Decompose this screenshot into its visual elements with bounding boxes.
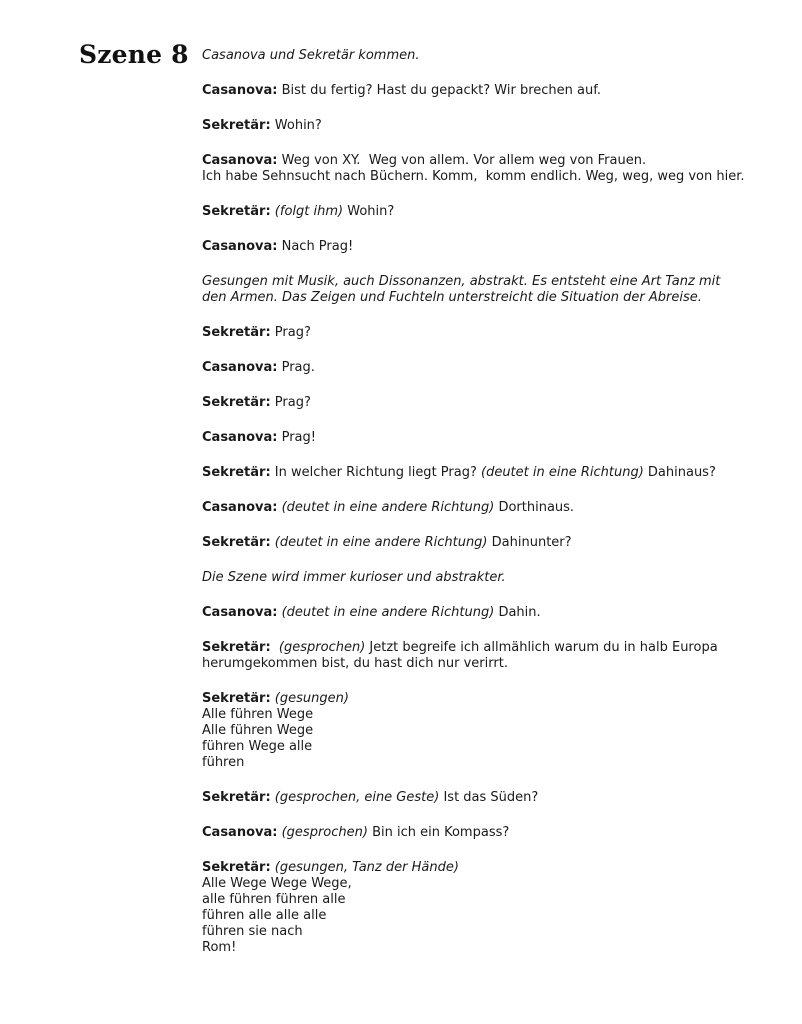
- spoken-text: Bist du fertig? Hast du gepackt? Wir brechen auf.: [277, 83, 602, 98]
- dialogue-line: [202, 325, 792, 341]
- speaker-name: Casanova:: [202, 605, 278, 620]
- dialogue-line: [202, 860, 792, 956]
- stage-note: Casanova und Sekretär kommen.: [202, 48, 420, 63]
- stage-direction: [202, 48, 792, 64]
- stage-note: (deutet in eine andere Richtung): [281, 605, 495, 620]
- stage-direction: [202, 570, 792, 586]
- speaker-name: Sekretär:: [202, 204, 271, 219]
- spoken-text: Dahin.: [494, 605, 541, 620]
- stage-note: (gesprochen): [281, 825, 368, 840]
- stage-direction: [202, 274, 792, 306]
- spoken-text: Wohin?: [270, 118, 322, 133]
- speaker-name: Sekretär:: [202, 691, 271, 706]
- spoken-text: Dorthinaus.: [494, 500, 575, 515]
- spoken-text: Prag?: [270, 395, 311, 410]
- dialogue-line: [202, 465, 792, 481]
- stage-note: (gesungen, Tanz der Hände): [274, 860, 459, 875]
- speaker-name: Sekretär:: [202, 640, 271, 655]
- spoken-text: Alle Wege Wege Wege, alle führen führen alle führen alle alle alle führen sie nach Rom!: [202, 876, 352, 955]
- speaker-name: Sekretär:: [202, 465, 271, 480]
- stage-note: (gesprochen, eine Geste): [274, 790, 440, 805]
- dialogue-line: [202, 118, 792, 134]
- spoken-text: Jetzt begreife ich allmählich warum du in halb Europa herumgekommen bist, du hast dich nur verirrt.: [202, 640, 718, 671]
- spoken-text: Bin ich ein Kompass?: [367, 825, 510, 840]
- dialogue-line: [202, 790, 792, 806]
- spoken-text: [271, 640, 279, 655]
- dialogue-line: [202, 83, 792, 99]
- spoken-text: Prag!: [277, 430, 316, 445]
- dialogue-line: [202, 430, 792, 446]
- spoken-text: In welcher Richtung liegt Prag?: [270, 465, 481, 480]
- speaker-name: Casanova:: [202, 239, 278, 254]
- speaker-name: Casanova:: [202, 430, 278, 445]
- speaker-name: Sekretär:: [202, 325, 271, 340]
- spoken-text: Prag?: [270, 325, 311, 340]
- dialogue-line: [202, 153, 792, 185]
- speaker-name: Casanova:: [202, 153, 278, 168]
- stage-note: (deutet in eine andere Richtung): [281, 500, 495, 515]
- speaker-name: Sekretär:: [202, 790, 271, 805]
- spoken-text: Ist das Süden?: [439, 790, 539, 805]
- speaker-name: Sekretär:: [202, 535, 271, 550]
- spoken-text: Alle führen Wege Alle führen Wege führen Wege alle führen: [202, 707, 314, 770]
- speaker-name: Sekretär:: [202, 395, 271, 410]
- speaker-name: Sekretär:: [202, 860, 271, 875]
- dialogue-line: [202, 825, 792, 841]
- stage-note: (gesprochen): [278, 640, 366, 655]
- dialogue-line: [202, 605, 792, 621]
- spoken-text: Wohin?: [343, 204, 395, 219]
- dialogue-line: [202, 239, 792, 255]
- dialogue-line: [202, 691, 792, 771]
- dialogue-line: [202, 640, 792, 672]
- spoken-text: Nach Prag!: [277, 239, 354, 254]
- spoken-text: Dahinunter?: [487, 535, 572, 550]
- dialogue-line: [202, 360, 792, 376]
- script-body: [202, 48, 792, 975]
- spoken-text: Dahinaus?: [643, 465, 716, 480]
- spoken-text: Prag.: [277, 360, 315, 375]
- dialogue-line: [202, 500, 792, 516]
- dialogue-line: [202, 395, 792, 411]
- speaker-name: Sekretär:: [202, 118, 271, 133]
- dialogue-line: [202, 535, 792, 551]
- stage-note: Gesungen mit Musik, auch Dissonanzen, abstrakt. Es entsteht eine Art Tanz mit den Armen. Das Zeigen und Fuchteln unterstreicht die Situation der Abreise.: [202, 274, 721, 305]
- scene-title: Szene 8: [79, 40, 189, 69]
- speaker-name: Casanova:: [202, 500, 278, 515]
- dialogue-line: [202, 204, 792, 220]
- speaker-name: Casanova:: [202, 83, 278, 98]
- stage-note: (deutet in eine Richtung): [481, 465, 644, 480]
- stage-note: (gesungen): [274, 691, 349, 706]
- stage-note: Die Szene wird immer kurioser und abstrakter.: [202, 570, 506, 585]
- stage-note: (folgt ihm): [274, 204, 344, 219]
- spoken-text: Weg von XY. Weg von allem. Vor allem weg von Frauen. Ich habe Sehnsucht nach Büchern. Komm, komm endlich. Weg, weg, weg von hier.: [202, 153, 745, 184]
- stage-note: (deutet in eine andere Richtung): [274, 535, 488, 550]
- speaker-name: Casanova:: [202, 360, 278, 375]
- speaker-name: Casanova:: [202, 825, 278, 840]
